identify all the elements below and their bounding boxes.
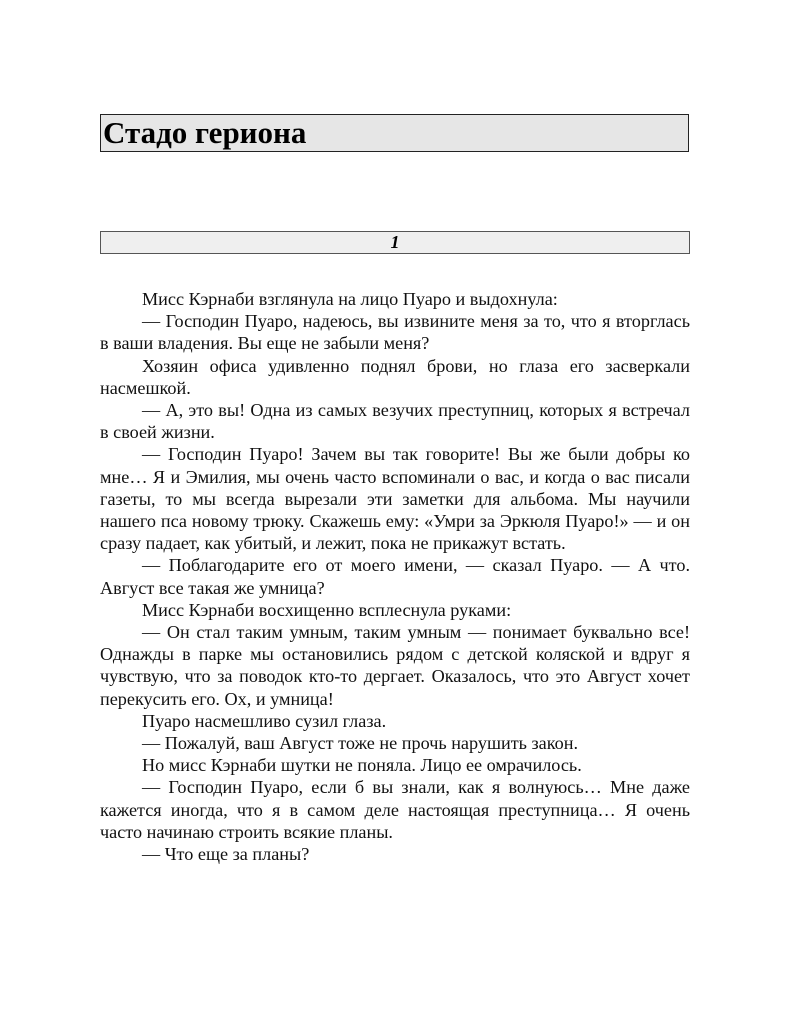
chapter-title-box	[100, 114, 689, 152]
paragraph: Пуаро насмешливо сузил глаза.	[142, 710, 387, 731]
paragraph: — Что еще за планы?	[142, 844, 310, 865]
paragraph: — А, это вы! Одна из самых везучих преступниц, которых я встречал в своей жизни.	[100, 400, 690, 443]
paragraph: Хозяин офиса удивленно поднял брови, но глаза его засверкали насмешкой.	[100, 355, 690, 398]
paragraph: Мисс Кэрнаби взглянула на лицо Пуаро и выдохнула:	[142, 289, 558, 309]
section-heading-box	[100, 231, 690, 254]
paragraph: Но мисс Кэрнаби шутки не поняла. Лицо ее омрачилось.	[142, 755, 582, 776]
paragraph: — Господин Пуаро! Зачем вы так говорите! Вы же были добры ко мне… Я и Эмилия, мы очень часто вспоминали о вас, и когда о вас писали газеты, то мы всегда вырезали эти заметки для альбома. Мы научили нашего пса новому трюку. Скажешь ему: «Умри за Эркюля Пуаро!» — и он сразу падает, как убитый, и лежит, пока не прикажут встать.	[100, 444, 690, 554]
body-text	[100, 288, 690, 865]
paragraph: — Господин Пуаро, если б вы знали, как я волнуюсь… Мне даже кажется иногда, что я в самом деле настоящая преступница… Я очень часто начинаю строить всякие планы.	[100, 777, 690, 842]
paragraph: — Он стал таким умным, таким умным — понимает буквально все! Однажды в парке мы остановились рядом с детской коляской и вдруг я чувствую, что за поводок кто-то дергает. Оказалось, что это Август хочет перекусить его. Ох, и умница!	[100, 622, 690, 709]
paragraph: Мисс Кэрнаби восхищенно всплеснула руками:	[142, 599, 512, 620]
section-number: 1	[390, 232, 400, 252]
paragraph: — Поблагодарите его от моего имени, — сказал Пуаро. — А что. Август все такая же умница?	[100, 555, 690, 598]
chapter-title: Стадо гериона	[103, 115, 307, 150]
paragraph: — Господин Пуаро, надеюсь, вы извините меня за то, что я вторглась в ваши владения. Вы еще не забыли меня?	[100, 311, 690, 354]
paragraph: — Пожалуй, ваш Август тоже не прочь нарушить закон.	[142, 733, 579, 754]
